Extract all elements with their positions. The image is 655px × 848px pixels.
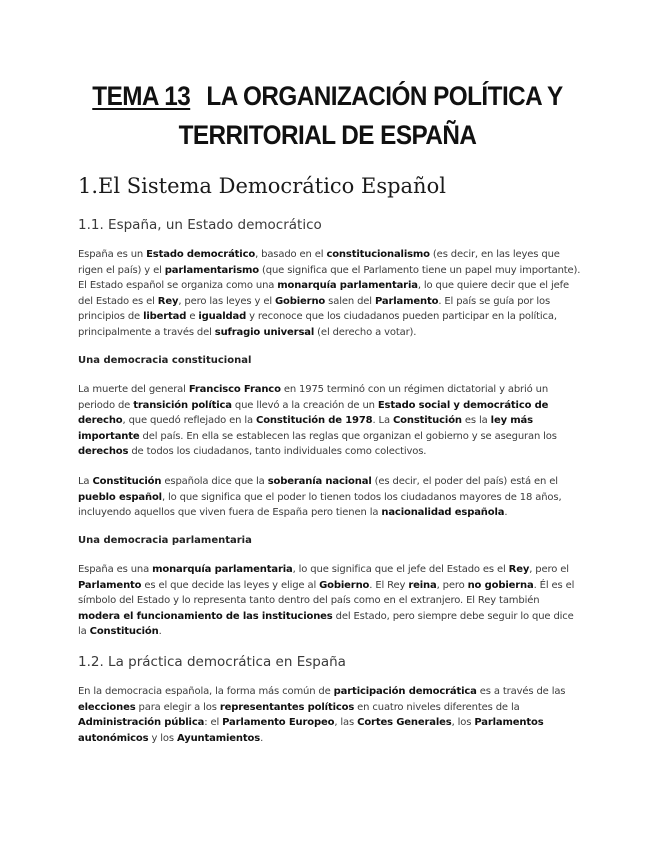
bold-term: monarquía parlamentaria [277,280,418,292]
text-run: . La [372,415,393,427]
text-run: , las [334,717,358,729]
subsection-heading-1-1: 1.1. España, un Estado democrático [78,217,322,233]
paragraph-soberania [78,474,582,521]
text-run: . Él es el símbolo del Estado y lo representa tanto dentro del país como en el extranjero. El Rey también [78,579,575,607]
subsection-heading-1-2: 1.2. La práctica democrática en España [78,654,346,670]
bold-term: soberanía nacional [267,476,372,487]
bold-term: Parlamentos autonómicos [78,717,544,744]
bold-term: Rey [157,295,179,307]
text-run: del país. En ella se establecen las reglas que organizan el gobierno y se aseguran los [139,430,557,442]
text-run: España es una [78,564,153,575]
subheading-democracia-parlamentaria: Una democracia parlamentaria [78,535,252,546]
paragraph-monarquia [78,562,582,640]
text-run: e [186,311,199,323]
section-heading: 1.El Sistema Democrático Español [78,174,446,198]
text-run: es a través de las [476,686,566,697]
bold-term: Parlamento [374,295,439,307]
subheading-democracia-constitucional: Una democracia constitucional [78,355,252,366]
text-run: en cuatro niveles diferentes de la [354,701,520,713]
bold-term: participación democrática [333,686,477,697]
text-run: En la democracia española, la forma más común de [78,686,334,697]
paragraph-practica-democratica [78,684,582,746]
text-run: es el que decide las leyes y elige al [141,579,320,591]
text-run: es la [461,415,491,427]
text-run: de todos los ciudadanos, tanto individuales como colectivos. [128,446,427,458]
text-run: . El país se guía por los principios de [78,295,551,323]
bold-term: constitucionalismo [326,249,430,260]
text-run: . [158,626,162,638]
bold-term: ley más importante [78,415,533,442]
bold-term: no gobierna [467,579,534,591]
bold-term: transición política [133,399,232,411]
text-run: , los [451,717,475,729]
bold-term: nacionalidad española [381,507,505,519]
bold-term: reina [408,579,437,591]
text-run: , que quedó reflejado en la [122,415,256,427]
text-run: , lo que significa que el poder lo tienen todos los ciudadanos mayores de 18 años, incluyendo aquellos que viven fuera de España pero tienen la [78,491,562,519]
bold-term: Gobierno [274,295,326,307]
bold-term: Estado social y democrático de derecho [78,399,549,427]
text-run: que llevó a la creación de un [231,399,378,411]
text-run: salen del [325,295,375,307]
title-text-1: LA ORGANIZACIÓN POLÍTICA Y [206,81,563,111]
bold-term: Parlamento Europeo [222,717,335,729]
text-run: , pero [436,579,468,591]
text-run: para elegir a los [135,701,220,713]
text-run: y reconoce que los ciudadanos pueden participar en la política, principalmente a través del [78,311,557,338]
bold-term: Rey [508,564,530,575]
bold-term: Cortes Generales [357,717,452,729]
document-title-line1 [87,76,569,116]
bold-term: Constitución [92,476,162,487]
text-run: . [260,732,264,744]
text-run: y los [148,732,177,744]
title-text-2: TERRITORIAL DE ESPAÑA [178,120,477,150]
bold-term: Constitución [392,415,462,427]
bold-term: Gobierno [319,579,370,591]
paragraph-estado-democratico [78,247,582,341]
bold-term: Parlamento [78,579,142,591]
text-run: (es decir, en las leyes que rigen el país) y el [78,249,560,276]
bold-term: igualdad [198,311,247,323]
text-run: : el [204,717,223,729]
bold-term: Estado democrático [146,249,256,260]
text-run: , pero las leyes y el [178,295,275,307]
bold-term: Constitución [89,626,159,638]
text-run: (el derecho a votar). [314,326,417,338]
bold-term: pueblo español [78,491,162,503]
bold-term: representantes políticos [219,701,355,713]
text-run: (es decir, el poder del país) está en el [371,476,558,487]
bold-term: parlamentarismo [164,264,259,276]
bold-term: sufragio universal [214,326,315,338]
bold-term: Ayuntamientos [176,732,261,744]
bold-term: derechos [78,446,129,458]
text-run: , lo que quiere decir que el jefe del Estado es el [78,280,569,307]
text-run: , pero el [529,564,569,575]
text-run: La muerte del general [78,384,189,395]
text-run: La [78,476,93,487]
topic-number: TEMA 13 [92,81,191,111]
text-run: en 1975 terminó con un régimen dictatorial y abrió un periodo de [78,384,549,411]
bold-term: monarquía parlamentaria [152,564,293,575]
text-run: española dice que la [161,476,268,487]
bold-term: libertad [143,311,187,323]
text-run: . El Rey [369,579,409,591]
bold-term: elecciones [78,701,136,713]
paragraph-transicion [78,382,582,460]
bold-term: Constitución de 1978 [256,415,373,427]
text-run: España es un [78,249,147,260]
document-title-line2 [87,115,569,155]
bold-term: modera el funcionamiento de las instituciones [78,610,333,622]
bold-term: Francisco Franco [188,384,281,395]
text-run: . [504,507,508,519]
text-run: del Estado, pero siempre debe seguir lo que dice la [78,610,574,638]
text-run: , basado en el [255,249,327,260]
bold-term: Administración pública [78,717,205,729]
text-run: , lo que significa que el jefe del Estado es el [292,564,509,575]
text-run: (que significa que el Parlamento tiene un papel muy importante). El Estado español se organiza como una [78,264,581,292]
